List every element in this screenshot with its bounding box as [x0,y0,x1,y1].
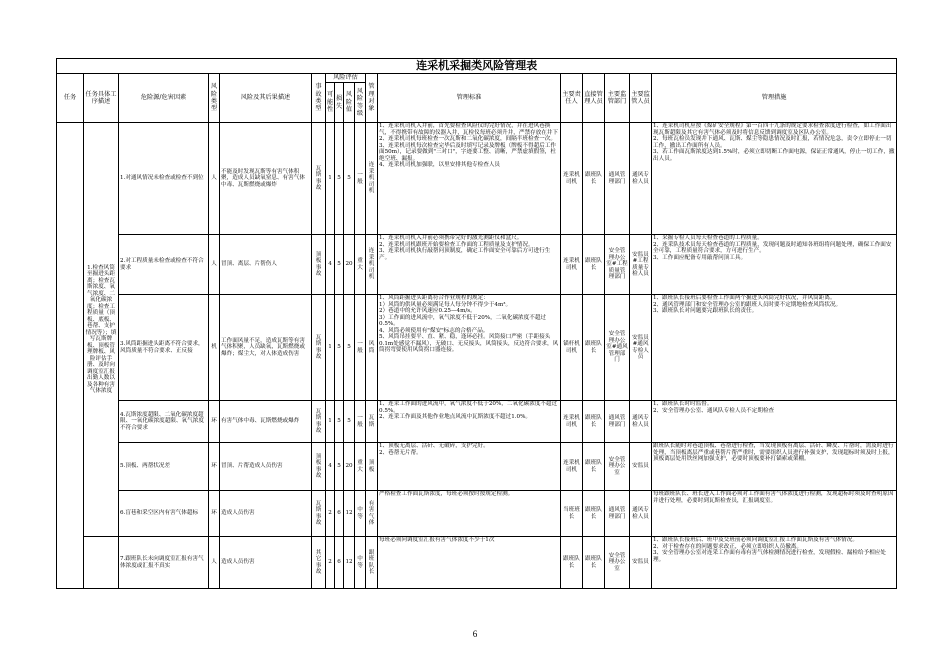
accident-type-cell: 顶板事故 [312,443,326,491]
supervision-dept-cell: 安全管理办公室 [605,537,630,589]
direct-mgr-cell: 跟班队长 [583,123,605,235]
hazard-cell: 5.顶板、两帮状况差 [119,443,209,491]
mgmt-object-cell: 连采机司机 [366,123,378,235]
direct-mgr-cell: 跟班队长 [583,295,605,401]
risk-value-cell: 12 [344,491,355,537]
possibility-cell: 1 [326,295,335,401]
mgmt-measures-cell: 每班跟班队长、班长进入工作面必须对工作面有害气体浓度进行检测，发现超标时须及时查明原因并进行处理，必要时到瓦斯检查员，汇报调度室。 [652,491,897,537]
risk-desc-cell: 冒顶、离层、片帮伤人 [220,235,312,295]
table-row [57,123,897,235]
risk-value-cell: 20 [344,235,355,295]
accident-type-cell: 瓦斯事故 [312,123,326,235]
header-supervision-dept: 主要监管部门 [605,74,630,123]
resp-person-cell: 锚杆机司机 [561,295,583,401]
loss-cell: 5 [335,295,344,401]
direct-mgr-cell: 跟班队长 [583,443,605,491]
supervision-person-cell: 安监员 [630,443,652,491]
title-row [57,59,897,74]
mgmt-standard-cell: 1、连采机司机入井前必须携带完好的激光测距仪和盒尺。 2、连采机司机跟班开始要检查工作面的工程质量及支护情况。 3、连采机司机执行敲帮问顶制度，确定工作面安全可靠后方可进行生产。 [378,235,561,295]
table-row [57,235,897,295]
header-resp-person: 主要责任人 [561,74,583,123]
mgmt-standard-cell: 每班必须向调度室汇报有害气体浓度不少于1次 [378,537,561,589]
supervision-person-cell: 安监员 [630,537,652,589]
mgmt-object-cell: 风筒 [366,295,378,401]
possibility-cell: 2 [326,491,335,537]
mgmt-measures-cell: 1、连采机司机应按《煤矿安全规程》第一百四十九条的规定要求检查浓度进行检查，如工作面出现瓦斯超限及其它有害气体必须及时将信息反馈到调度室及区队办公室。 2、每班瓦检员发现井下通风、瓦斯、煤尘等隐患情况及时汇报，若情况危急，责令立即停止一切工作，撤出工作面所有人员。 3、若工作面瓦斯浓度达到1.5%时，必须立即切断工作面电源，保证正常通风，停止一切工作，撤出人员。 [652,123,897,235]
risk-level-cell: 一般 [355,401,366,443]
hazard-cell: 6.盲巷和采空区内有害气体超标 [119,491,209,537]
supervision-person-cell: 通风专检人员 [630,123,652,235]
risk-level-cell: 一般 [355,295,366,401]
table-title: 连采机采掘类风险管理表 [57,59,897,74]
supervision-dept-cell: 通风管理部门 [605,491,630,537]
header-possibility: 可能性 [326,83,335,123]
mgmt-object-cell: 连采机司机 [366,235,378,295]
risk-desc-cell: 不能及时发现瓦斯等有害气体积聚，造成人员缺氧窒息、有害气体中毒、瓦斯燃烧或爆炸 [220,123,312,235]
supervision-person-cell: 通风专检人员 [630,401,652,443]
accident-type-cell: 其它事故 [312,537,326,589]
mgmt-object-cell: 顶板 [366,443,378,491]
direct-mgr-cell: 跟班队长 [583,235,605,295]
risk-value-cell: 12 [344,537,355,589]
supervision-dept-cell: 安全管理办公室#工程质量管理部门 [605,235,630,295]
header-mgmt-measures: 管理措施 [652,74,897,123]
header-row-1 [57,74,897,83]
supervision-dept-cell: 安全管理办公室 [605,443,630,491]
mgmt-standard-cell: 严格检查工作面瓦斯浓度，每班必须按时按规定检测。 [378,491,561,537]
header-supervision-person: 主要监管人员 [630,74,652,123]
mgmt-standard-cell: 1、连采工作面的进风流中，氧气浓度不低于20%，二氧化碳浓度不超过0.5%。 2、连采工作面及其他作业地点风流中瓦斯浓度不超过1.0%。 [378,401,561,443]
risk-value-cell: 5 [344,401,355,443]
risk-value-cell: 5 [344,295,355,401]
resp-person-cell: 连采机司机 [561,123,583,235]
risk-type-cell: 人 [209,537,220,589]
table-row [57,537,897,589]
header-mgmt-object: 管理对象 [366,74,378,123]
possibility-cell: 1 [326,123,335,235]
supervision-dept-cell: 通风管理部门 [605,123,630,235]
risk-value-cell: 20 [344,443,355,491]
supervision-person-cell: 安监员#工程质量专检人员 [630,235,652,295]
risk-table-sheet [56,58,896,594]
risk-desc-cell: 造成人员伤害 [220,537,312,589]
table-row [57,491,897,537]
risk-desc-cell: 有害气体中毒、瓦斯燃烧或爆炸 [220,401,312,443]
hazard-cell: 4.瓦斯浓度超限、二氧化碳浓度超限、一氧化碳浓度超限、氧气浓度不符合要求 [119,401,209,443]
header-task: 任务 [57,74,84,123]
risk-type-cell: 环 [209,401,220,443]
risk-level-cell: 中等 [355,491,366,537]
header-accident-type: 事故类型 [312,74,326,123]
task-desc-cell: 1.检查风筒至掘进头距离；检查瓦斯浓度、氧气浓度、二氧化碳浓度；检查工程质量（顶板、底板、巷帮、支护情况等）；填写瓦斯牌板、顶板管理牌板、风险评估手册、及时向调度室汇报出勤人数以及各种有害气体浓度 [84,123,119,537]
mgmt-measures-cell: 1、跟班队长接班后、班中及交班前必须向调度室汇报工作面瓦斯及有害气体情况。 2、对于检查存在的问题要求改正，必须立即组织人员撤离。 3、安全管理办公室对连采工作面有毒有害气体检测情况进行检查，发现假检、漏检给予相应处理。 [652,537,897,589]
mgmt-standard-cell: 1、顶板无离层、活矸、无破碎，支护完好。 2、巷帮无片帮。 [378,443,561,491]
mgmt-object-cell: 瓦斯 [366,401,378,443]
mgmt-measures-cell: 1、跟班队长时时监督。 2、安全管理办公室、通风队专检人员不定期检查 [652,401,897,443]
resp-person-cell: 连采机司机 [561,235,583,295]
mgmt-measures-cell: 1、采掘专检人员每天检查巷道的工程质量。 2、连采队技术员每天检查巷道的工程质量，发现问题及时通知各班组将问题处理，确保工作面安全可靠，工程质量符合要求，方可进行生产。 3、工作面应配备专用敲帮问顶工具。 [652,235,897,295]
supervision-dept-cell: 安全管理办公室#通风管理部门 [605,295,630,401]
table-row [57,443,897,491]
loss-cell: 5 [335,123,344,235]
page-number: 6 [472,629,478,639]
risk-type-cell: 人 [209,235,220,295]
risk-type-cell: 环 [209,443,220,491]
table-row [57,401,897,443]
task-cell [57,123,84,589]
possibility-cell: 4 [326,235,335,295]
header-risk-level: 风险等级 [355,83,366,123]
hazard-cell: 2.对工程质量未检查或检查不符合要求 [119,235,209,295]
loss-cell: 6 [335,537,344,589]
task-desc-empty-cell [84,537,119,589]
hazard-cell: 3.风筒距掘进头距离不符合要求，风筒质量不符合要求、正反接 [119,295,209,401]
header-risk-desc: 风险及其后果描述 [220,74,312,123]
risk-type-cell: 环 [209,491,220,537]
accident-type-cell: 瓦斯事故 [312,491,326,537]
mgmt-standard-cell: 1、连采机司机入井前，首先要检查风险仪的完好情况，并在进风巷换气，不得携带有故障的仪器入井，瓦检仪每班必须升井，严禁存放在井下 2、连采机司机每班检查一次瓦斯和二氧化碳浓度，间隔半班检查一次。 3、连采机司机每次检查完毕后及时填写记录及牌板（牌板不得超后工作面50m），记录要做到"三对口"，字迹要工整、清晰，严禁虚填假签，杜绝空班、漏报。 4、连采机司机加强联，以里安排其他专检查人员 [378,123,561,235]
direct-mgr-cell: 跟班队长 [583,401,605,443]
risk-value-cell: 5 [344,123,355,235]
risk-management-table [56,58,897,589]
header-risk-eval: 风险评估 [326,74,366,83]
loss-cell: 5 [335,443,344,491]
resp-person-cell: 跟班队长 [561,537,583,589]
header-loss: 损失 [335,83,344,123]
accident-type-cell: 顶板事故 [312,235,326,295]
header-direct-mgr: 直接管理人员 [583,74,605,123]
possibility-cell: 4 [326,443,335,491]
possibility-cell: 1 [326,401,335,443]
supervision-person-cell: 安监员#通风专检人员 [630,295,652,401]
mgmt-object-cell: 跟班队长 [366,537,378,589]
hazard-cell: 7.跟班队长未向调度室汇报有害气体浓度或汇报不真实 [119,537,209,589]
risk-level-cell: 重大 [355,235,366,295]
accident-type-cell: 瓦斯事故 [312,401,326,443]
risk-level-cell: 一般 [355,123,366,235]
table-body [57,123,897,589]
risk-desc-cell: 工作面风量不足，造成瓦斯等有害气体积聚，人员缺氧，瓦斯燃烧或爆炸；煤尘大，对人体造成伤害 [220,295,312,401]
resp-person-cell: 连采机司机 [561,443,583,491]
header-risk-type: 风险类型 [209,74,220,123]
supervision-person-cell: 通风专检人员 [630,491,652,537]
possibility-cell: 2 [326,537,335,589]
header-risk-value: 风险值 [344,83,355,123]
risk-level-cell: 重大 [355,443,366,491]
risk-desc-cell: 冒顶、片帮造成人员伤害 [220,443,312,491]
direct-mgr-cell: 跟班队长 [583,491,605,537]
loss-cell: 5 [335,235,344,295]
risk-type-cell: 机 [209,295,220,401]
resp-person-cell: 当班班长 [561,491,583,537]
header-mgmt-standard: 管理标准 [378,74,561,123]
risk-level-cell: 中等 [355,537,366,589]
direct-mgr-cell: 跟班队长 [583,537,605,589]
mgmt-measures-cell: 跟班队长随时对巷道顶板、巷帮进行检查，当发现顶板有离层、活矸、鳞皮、片帮时，需及时进行处理，当顶板离层严重或巷帮片帮严重时，需要组织人员进行补强支护，发现超标时须及时上报，顶板离层处用铁丝网加强支护，必要时顶板要补打锚索或架棚。 [652,443,897,491]
accident-type-cell: 瓦斯事故 [312,295,326,401]
supervision-dept-cell: 通风管理部门 [605,401,630,443]
risk-desc-cell: 造成人员伤害 [220,491,312,537]
table-row [57,295,897,401]
resp-person-cell: 连采机司机 [561,401,583,443]
hazard-cell: 1.对通风情况未检查或检查不到位 [119,123,209,235]
loss-cell: 6 [335,491,344,537]
mgmt-standard-cell: 1、风筒距掘进头距离符合作业规程的规定： 1）风筒的供风量必须满足每人每分钟不得少于4m³。 2）巷道中的允许风速应0.25—4m/s。 3）工作面的进风流中，氧气浓度不低于20%，二氧化碳浓度不超过0.5%。 4、风筒必须使用有"煤安"标志的合格产品。 5、风筒吊挂要平、直、紧、稳，逢环必挂。风筒接口严密（手距接头0.1m处感觉不漏风），无破口、无反接头，风筒接头，反边符合要求，风筒拐弯要使用风筒拐口器连接。 [378,295,561,401]
risk-type-cell: 人 [209,123,220,235]
header-hazard: 危险源/危害因素 [119,74,209,123]
loss-cell: 5 [335,401,344,443]
mgmt-measures-cell: 1、跟班队长接班后要检查工作面两个掘进头风筒完好状况，并风筒距离。 2、通风管理部门和安全管理办公室的跟班人员时要不定期地检查风筒状况。 3、跟班队长对问题要完跟班队长的责任。 [652,295,897,401]
header-task-desc: 任务具体工序描述 [84,74,119,123]
mgmt-object-cell: 有害气体 [366,491,378,537]
